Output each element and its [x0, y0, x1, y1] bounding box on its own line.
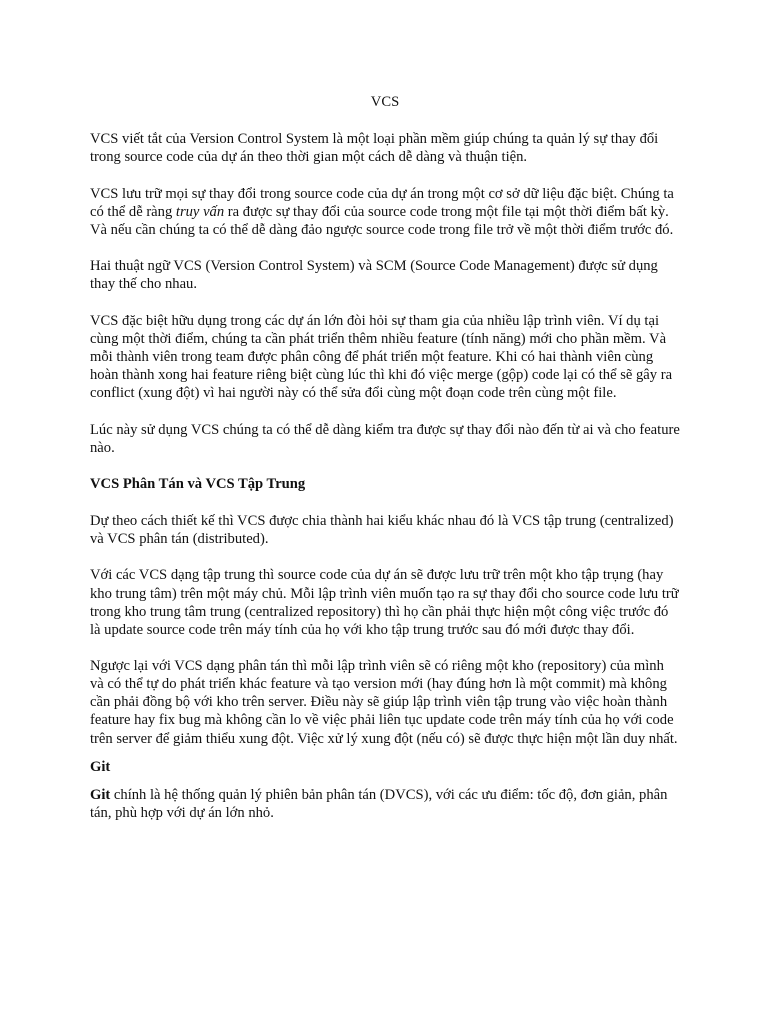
document-page: [90, 93, 680, 840]
section-heading-distributed-centralized: VCS Phân Tán và VCS Tập Trung: [90, 476, 306, 493]
paragraph-vcs-storage: [90, 185, 680, 239]
paragraph-vcs-tracking: Lúc này sử dụng VCS chúng ta có thể dễ dàng kiểm tra được sự thay đổi nào đến từ ai và cho feature nào.: [90, 421, 680, 456]
paragraph-centralized-vcs: Với các VCS dạng tập trung thì source code của dự án sẽ được lưu trữ trên một kho tập trụng (hay kho trung tâm) trên một máy chủ. Mỗi lập trình viên muốn tạo ra sự thay đổi cho source code lưu trữ trong kho trung tâm trung (centralized repository) thì họ cần phải thực hiện một công việc trước đó là update source code trên máy tính của họ với kho tập trung trước sau đó mới được thay đổi.: [90, 567, 679, 638]
italic-term: truy vấn: [175, 203, 225, 220]
section-heading-git: Git: [90, 758, 111, 775]
paragraph-text: ra được sự thay đổi của source code trong một file tại một thời điểm bất kỳ. Và nếu cần chúng ta có thể dễ dàng đảo ngược source code trong file trở về một thời điểm trước đó.: [90, 203, 674, 238]
paragraph-distributed-vcs: Ngược lại với VCS dạng phân tán thì mỗi lập trình viên sẽ có riêng một kho (repository) của mình và có thể tự do phát triển khác feature và tạo version mới (hay đúng hơn là một commit) mà không cần phải đồng bộ với kho trên server. Điều này sẽ giúp lập trình viên tập trung vào việc hoàn thành feature hay fix bug mà không cần lo về việc phải liên tục update code trên máy tính của họ với code trên server để giảm thiểu xung đột. Việc xử lý xung đột (nếu có) sẽ được thực hiện một lần duy nhất.: [90, 658, 678, 747]
paragraph-vcs-scm: Hai thuật ngữ VCS (Version Control System) và SCM (Source Code Management) được sử dụng thay thế cho nhau.: [90, 258, 658, 293]
paragraph-git-description: [90, 786, 680, 822]
paragraph-vcs-types: Dự theo cách thiết kế thì VCS được chia thành hai kiểu khác nhau đó là VCS tập trung (centralized) và VCS phân tán (distributed).: [90, 512, 674, 547]
paragraph-text: VCS lưu trữ mọi sự thay đổi trong source code của dự án trong một cơ sở dữ liệu đặc biệt. Chúng ta có thể dễ ràng: [90, 185, 674, 220]
document-title: VCS: [370, 94, 400, 110]
bold-term-git: Git: [90, 786, 111, 803]
paragraph-text: chính là hệ thống quản lý phiên bản phân tán (DVCS), với các ưu điểm: tốc độ, đơn giản, phân tán, phù hợp với dự án lớn nhỏ.: [90, 786, 668, 821]
paragraph-vcs-definition: VCS viết tắt của Version Control System là một loại phần mềm giúp chúng ta quản lý sự thay đổi trong source code của dự án theo thời gian một cách dễ dàng và thuận tiện.: [90, 131, 659, 166]
paragraph-vcs-usefulness: VCS đặc biệt hữu dụng trong các dự án lớn đòi hỏi sự tham gia của nhiều lập trình viên. Ví dụ tại cùng một thời điểm, chúng ta cần phát triển thêm nhiều feature (tính năng) mới cho phần mềm. Và mỗi thành viên trong team được phân công để phát triển một feature. Khi có hai thành viên cùng hoàn thành xong hai feature riêng biệt cùng lúc thì khi đó việc merge (gộp) code lại có thể sẽ gây ra conflict (xung đột) vì hai người này có thể sửa đổi cùng một đoạn code trên cùng một file.: [90, 312, 673, 402]
